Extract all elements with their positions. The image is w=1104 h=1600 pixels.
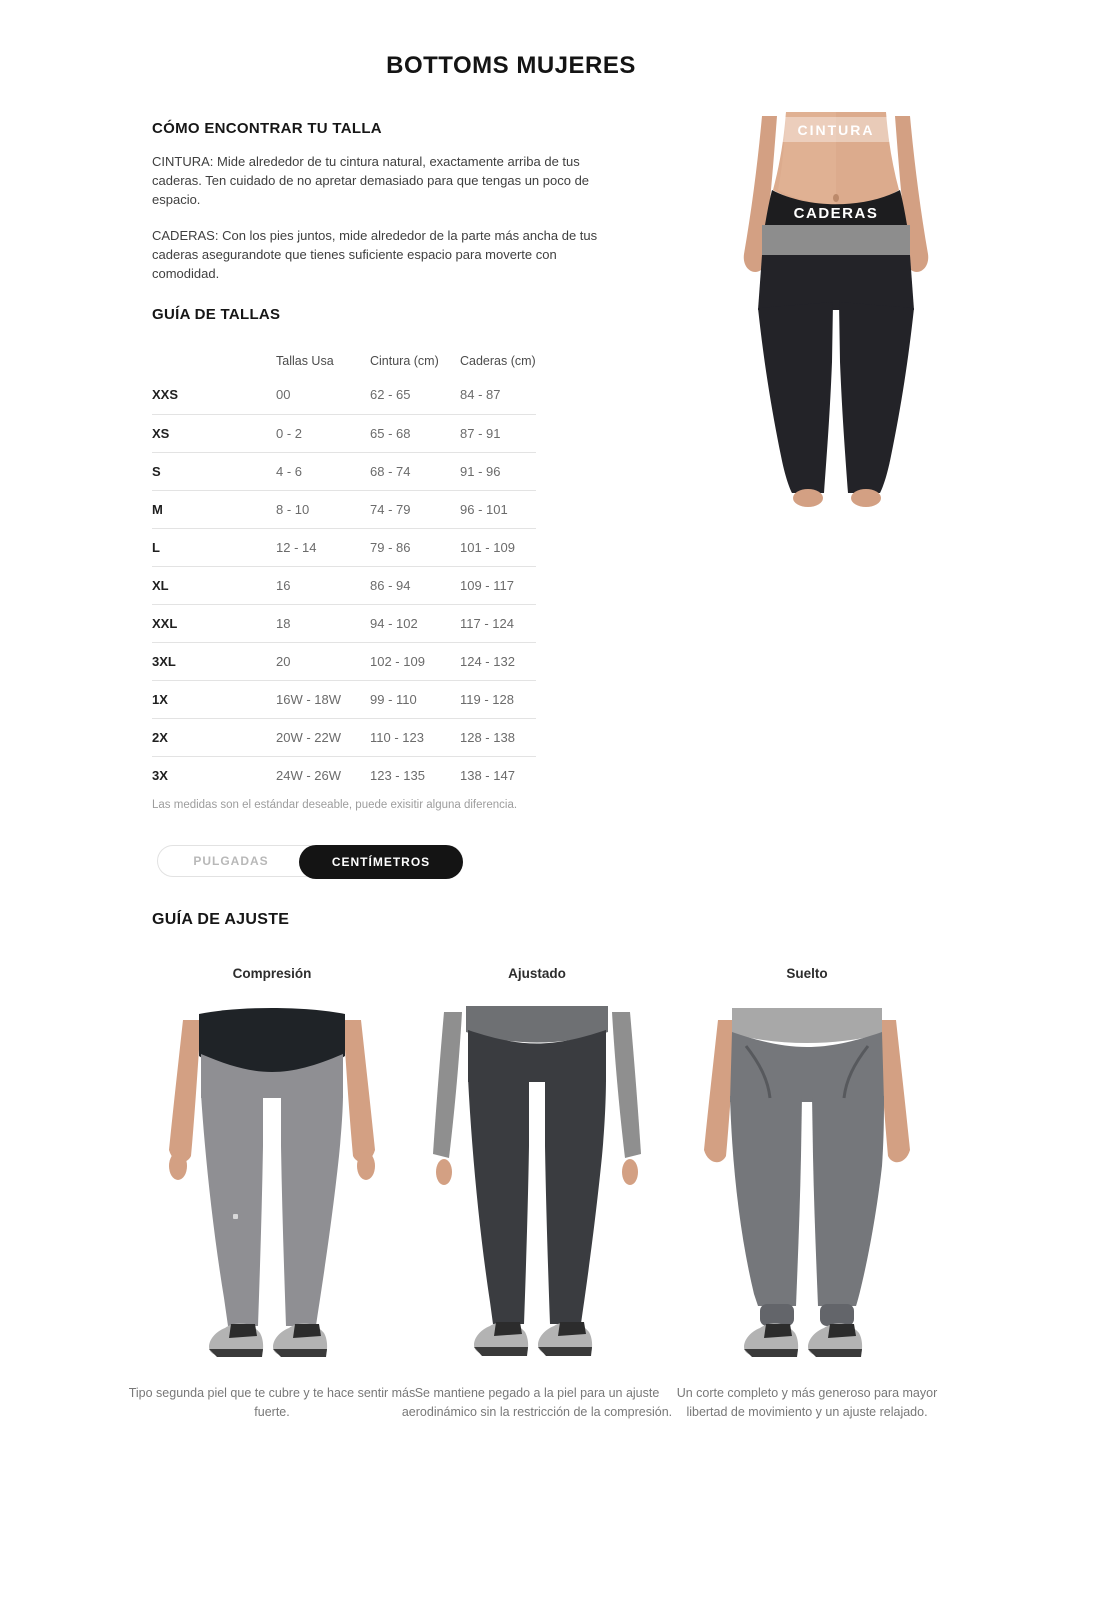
caderas-cell: 101 - 109 xyxy=(460,528,536,566)
fit-title: Compresión xyxy=(232,966,312,981)
fit-caption: Se mantiene pegado a la piel para un ajuste aerodinámico sin la restricción de la compresión. xyxy=(401,1386,673,1420)
usa-cell: 24W - 26W xyxy=(276,756,370,794)
cintura-cell: 123 - 135 xyxy=(370,756,460,794)
size-table xyxy=(152,346,536,794)
caderas-cell: 119 - 128 xyxy=(460,680,536,718)
loose-figure-image xyxy=(702,1006,912,1358)
usa-cell: 12 - 14 xyxy=(276,528,370,566)
caderas-cell: 124 - 132 xyxy=(460,642,536,680)
fit-title: Ajustado xyxy=(508,966,566,981)
caderas-cell: 138 - 147 xyxy=(460,756,536,794)
size-cell: XXL xyxy=(152,604,276,642)
cintura-cell: 102 - 109 xyxy=(370,642,460,680)
measurement-figure-image xyxy=(728,112,944,508)
caderas-cell: 117 - 124 xyxy=(460,604,536,642)
caderas-cell: 87 - 91 xyxy=(460,414,536,452)
table-row xyxy=(152,528,536,566)
fitted-figure-image xyxy=(432,1006,642,1358)
caderas-cell: 128 - 138 xyxy=(460,718,536,756)
size-cell: L xyxy=(152,528,276,566)
table-row xyxy=(152,414,536,452)
cintura-cell: 79 - 86 xyxy=(370,528,460,566)
how-to-heading: CÓMO ENCONTRAR TU TALLA xyxy=(152,120,382,137)
leggings-model-figure xyxy=(728,112,944,508)
usa-cell: 4 - 6 xyxy=(276,452,370,490)
table-row xyxy=(152,756,536,794)
cintura-cell: 65 - 68 xyxy=(370,414,460,452)
usa-cell: 8 - 10 xyxy=(276,490,370,528)
table-row xyxy=(152,604,536,642)
units-toggle xyxy=(157,845,463,877)
size-guide-heading: GUÍA DE TALLAS xyxy=(152,306,281,323)
cintura-cell: 62 - 65 xyxy=(370,387,411,403)
size-cell: 3XL xyxy=(152,642,276,680)
caderas-paragraph: CADERAS: Con los pies juntos, mide alrededor de la parte más ancha de tus caderas asegurandote que tienes suficiente espacio para moverte con comodidad. xyxy=(152,228,598,281)
size-cell: XL xyxy=(152,566,276,604)
usa-cell: 20W - 22W xyxy=(276,718,370,756)
cintura-col-header: Cintura (cm) xyxy=(370,354,439,368)
centimetros-button[interactable]: CENTÍMETROS xyxy=(299,845,463,879)
fit-column-loose xyxy=(647,966,967,1466)
caderas-col-header: Caderas (cm) xyxy=(460,354,536,368)
table-row xyxy=(152,452,536,490)
usa-col-header: Tallas Usa xyxy=(276,354,334,368)
cintura-cell: 99 - 110 xyxy=(370,680,460,718)
fit-caption: Un corte completo y más generoso para mayor libertad de movimiento y un ajuste relajado. xyxy=(676,1386,938,1420)
caderas-label: CADERAS xyxy=(793,205,879,222)
table-row xyxy=(152,718,536,756)
usa-cell: 16 xyxy=(276,566,370,604)
cintura-cell: 86 - 94 xyxy=(370,566,460,604)
table-row xyxy=(152,490,536,528)
size-cell: S xyxy=(152,452,276,490)
usa-cell: 00 xyxy=(276,387,291,403)
table-header-row xyxy=(152,346,536,376)
cintura-cell: 94 - 102 xyxy=(370,604,460,642)
caderas-cell: 96 - 101 xyxy=(460,490,536,528)
size-cell: 3X xyxy=(152,756,276,794)
caderas-cell: 84 - 87 xyxy=(460,387,501,403)
cintura-cell: 74 - 79 xyxy=(370,490,460,528)
size-cell: 2X xyxy=(152,718,276,756)
size-cell: 1X xyxy=(152,680,276,718)
table-row xyxy=(152,680,536,718)
page-title: BOTTOMS MUJERES xyxy=(386,52,636,79)
usa-cell: 0 - 2 xyxy=(276,414,370,452)
fit-caption: Tipo segunda piel que te cubre y te hace sentir más fuerte. xyxy=(128,1386,416,1420)
cintura-paragraph: CINTURA: Mide alrededor de tu cintura natural, exactamente arriba de tus caderas. Ten cuidado de no apretar demasiado para que tengas un poco de espacio. xyxy=(152,154,590,207)
size-cell: XXS xyxy=(152,387,179,403)
usa-cell: 16W - 18W xyxy=(276,680,370,718)
usa-cell: 18 xyxy=(276,604,370,642)
compression-figure-image xyxy=(167,1006,377,1358)
cintura-cell: 110 - 123 xyxy=(370,718,460,756)
cintura-cell: 68 - 74 xyxy=(370,452,460,490)
table-row xyxy=(152,642,536,680)
size-cell: M xyxy=(152,490,276,528)
cintura-label: CINTURA xyxy=(797,122,875,138)
caderas-cell: 91 - 96 xyxy=(460,452,536,490)
pulgadas-button[interactable]: PULGADAS xyxy=(193,854,269,868)
fit-title: Suelto xyxy=(786,966,828,981)
table-row xyxy=(152,376,536,414)
usa-cell: 20 xyxy=(276,642,370,680)
table-note: Las medidas son el estándar deseable, puede exisitir alguna diferencia. xyxy=(152,799,518,811)
fit-guide-heading: GUÍA DE AJUSTE xyxy=(152,911,290,928)
caderas-cell: 109 - 117 xyxy=(460,566,536,604)
size-cell: XS xyxy=(152,414,276,452)
table-row xyxy=(152,566,536,604)
size-col-header xyxy=(152,346,276,376)
